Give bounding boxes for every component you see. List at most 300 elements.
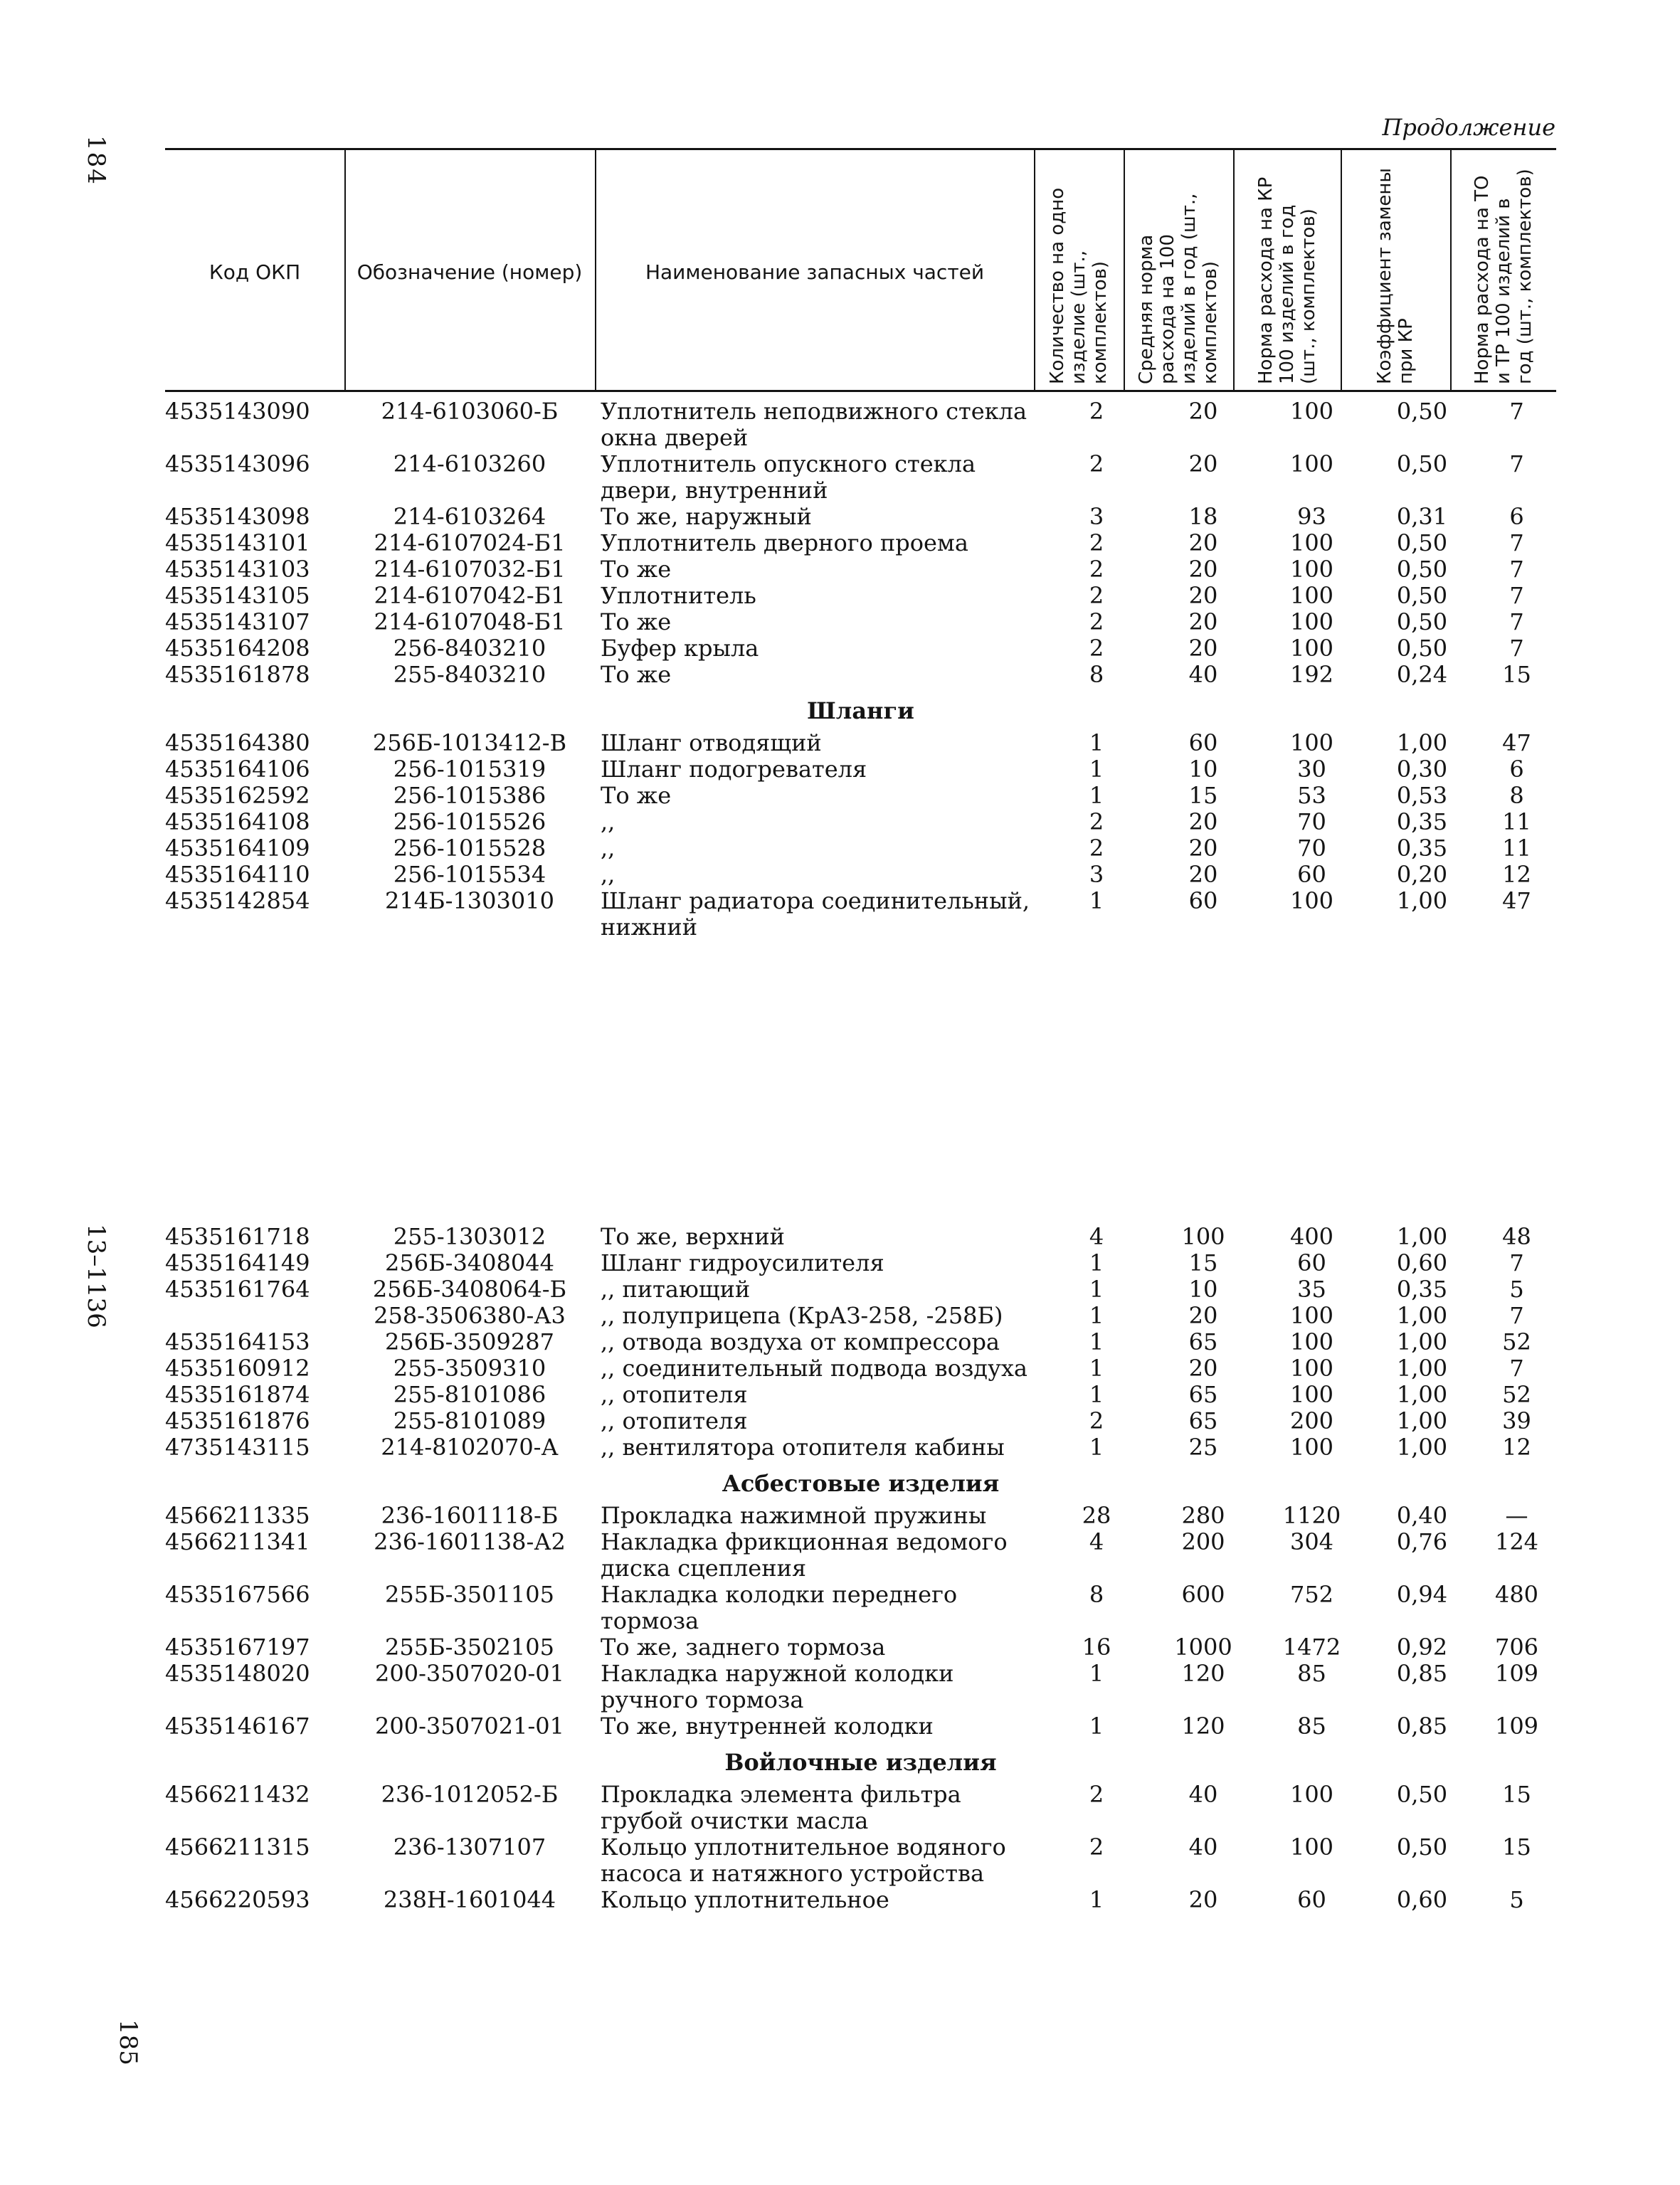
table-row <box>165 835 1556 862</box>
cell-to-norm: 6 <box>1509 756 1524 783</box>
cell-number: 238Н-1601044 <box>383 1886 556 1913</box>
cell-to-norm: 12 <box>1502 861 1531 888</box>
cell-coef: 0,35 <box>1396 1276 1448 1303</box>
cell-coef: 0,35 <box>1396 808 1448 835</box>
cell-code: 4535143098 <box>165 503 310 530</box>
cell-number: 255-3509310 <box>393 1355 546 1382</box>
cell-code: 4535164110 <box>165 861 310 888</box>
cell-kr-norm: 192 <box>1289 661 1334 688</box>
table-row <box>165 1529 1556 1582</box>
cell-code: 4535161764 <box>165 1276 310 1303</box>
cell-avg-norm: 20 <box>1188 556 1218 583</box>
cell-code: 4566211432 <box>165 1781 310 1808</box>
cell-code: 4535143090 <box>165 398 310 425</box>
cell-avg-norm: 20 <box>1188 608 1218 635</box>
cell-number: 214-6107024-Б1 <box>374 529 566 556</box>
table-row <box>165 1408 1556 1434</box>
cell-name: Кольцо уплотнительное водяного насоса и натяжного устройства <box>601 1834 1006 1887</box>
cell-name: ,, <box>601 808 616 835</box>
table-row <box>165 730 1556 756</box>
cell-avg-norm: 65 <box>1188 1381 1218 1408</box>
cell-quantity: 1 <box>1089 1713 1104 1740</box>
cell-code: 4535143107 <box>165 608 310 635</box>
cell-name: ,, питающий <box>601 1276 751 1303</box>
cell-number: 236-1012052-Б <box>381 1781 559 1808</box>
cell-quantity: 8 <box>1089 661 1104 688</box>
cell-kr-norm: 100 <box>1289 729 1334 756</box>
table-row <box>165 609 1556 635</box>
cell-avg-norm: 18 <box>1188 503 1218 530</box>
table-row <box>165 398 1556 451</box>
header-coef: Коэффициент замены при КР <box>1374 168 1417 384</box>
table-row <box>165 1276 1556 1303</box>
cell-coef: 1,00 <box>1396 1223 1448 1250</box>
table-row <box>165 888 1556 941</box>
cell-number: 214Б-1303010 <box>385 887 554 914</box>
table-row <box>165 1713 1556 1740</box>
header-avg-norm-cell <box>1125 158 1233 387</box>
cell-avg-norm: 20 <box>1188 808 1218 835</box>
cell-avg-norm: 20 <box>1188 529 1218 556</box>
table-row <box>165 1224 1556 1250</box>
cell-number: 256-8403210 <box>393 635 546 662</box>
cell-to-norm: 7 <box>1509 1302 1524 1329</box>
cell-quantity: 2 <box>1089 1781 1104 1808</box>
cell-code: 4535164106 <box>165 756 310 783</box>
cell-name: Шланг подогревателя <box>601 756 867 783</box>
cell-kr-norm: 752 <box>1289 1581 1334 1608</box>
cell-kr-norm: 100 <box>1289 1302 1334 1329</box>
cell-avg-norm: 20 <box>1188 835 1218 862</box>
cell-avg-norm: 20 <box>1188 582 1218 609</box>
cell-code: 4535143096 <box>165 450 310 477</box>
cell-quantity: 2 <box>1089 450 1104 477</box>
cell-quantity: 1 <box>1089 1249 1104 1276</box>
cell-name: Уплотнитель <box>601 582 756 609</box>
cell-avg-norm: 10 <box>1188 1276 1218 1303</box>
cell-name: То же, наружный <box>601 503 812 530</box>
cell-kr-norm: 100 <box>1289 1781 1334 1808</box>
header-coef-cell <box>1342 158 1450 387</box>
cell-to-norm: 6 <box>1509 503 1524 530</box>
cell-number: 255-8101089 <box>393 1407 546 1434</box>
cell-coef: 1,00 <box>1396 1381 1448 1408</box>
cell-kr-norm: 400 <box>1289 1223 1334 1250</box>
cell-kr-norm: 93 <box>1297 503 1326 530</box>
cell-to-norm: 8 <box>1509 782 1524 809</box>
cell-kr-norm: 100 <box>1289 1328 1334 1355</box>
cell-quantity: 2 <box>1089 635 1104 662</box>
cell-quantity: 1 <box>1089 1434 1104 1461</box>
cell-avg-norm: 40 <box>1188 661 1218 688</box>
cell-name: Уплотнитель опускного стекла двери, внутренний <box>601 450 976 504</box>
cell-to-norm: 124 <box>1494 1528 1539 1555</box>
table-row <box>165 1329 1556 1355</box>
cell-to-norm: 5 <box>1509 1886 1524 1913</box>
cell-name: Уплотнитель неподвижного стекла окна дверей <box>601 398 1027 451</box>
cell-coef: 1,00 <box>1396 887 1448 914</box>
cell-quantity: 1 <box>1089 1302 1104 1329</box>
cell-code <box>165 1303 344 1329</box>
cell-coef: 0,60 <box>1396 1886 1448 1913</box>
cell-quantity: 1 <box>1089 1355 1104 1382</box>
cell-kr-norm: 304 <box>1289 1528 1334 1555</box>
cell-kr-norm: 60 <box>1297 1249 1326 1276</box>
cell-avg-norm: 20 <box>1188 861 1218 888</box>
cell-avg-norm: 600 <box>1181 1581 1225 1608</box>
cell-to-norm: — <box>1505 1502 1528 1529</box>
cell-number: 258-3506380-А3 <box>374 1302 566 1329</box>
cell-name: Шланг гидроусилителя <box>601 1249 884 1276</box>
header-top-rule <box>165 148 1556 150</box>
section-heading: Асбестовые изделия <box>722 1470 1000 1497</box>
cell-name: Шланг отводящий <box>601 729 822 756</box>
header-divider <box>595 150 596 390</box>
cell-quantity: 1 <box>1089 887 1104 914</box>
cell-avg-norm: 60 <box>1188 729 1218 756</box>
cell-name: То же, заднего тормоза <box>601 1634 886 1661</box>
continuation-label: Продолжение <box>1382 114 1555 141</box>
cell-kr-norm: 60 <box>1297 1886 1326 1913</box>
cell-coef: 1,00 <box>1396 1355 1448 1382</box>
table-row <box>165 635 1556 662</box>
cell-quantity: 3 <box>1089 861 1104 888</box>
section-heading: Шланги <box>807 697 914 724</box>
cell-kr-norm: 70 <box>1297 835 1326 862</box>
cell-code: 4535146167 <box>165 1713 310 1740</box>
cell-coef: 1,00 <box>1396 1407 1448 1434</box>
cell-kr-norm: 100 <box>1289 529 1334 556</box>
cell-name: Прокладка элемента фильтра грубой очистки масла <box>601 1781 961 1834</box>
cell-quantity: 1 <box>1089 756 1104 783</box>
cell-name: ,, <box>601 861 616 888</box>
cell-number: 255Б-3501105 <box>385 1581 554 1608</box>
cell-code: 4535161718 <box>165 1223 310 1250</box>
cell-avg-norm: 20 <box>1188 398 1218 425</box>
cell-name: ,, полуприцепа (КрАЗ-258, -258Б) <box>601 1302 1003 1329</box>
cell-code: 4535164208 <box>165 635 310 662</box>
cell-to-norm: 15 <box>1502 1781 1531 1808</box>
cell-code: 4535143101 <box>165 529 310 556</box>
table-row <box>165 1834 1556 1887</box>
cell-coef: 0,50 <box>1396 608 1448 635</box>
cell-to-norm: 48 <box>1502 1223 1531 1250</box>
cell-avg-norm: 120 <box>1181 1713 1225 1740</box>
table-row <box>165 662 1556 688</box>
cell-avg-norm: 15 <box>1188 782 1218 809</box>
cell-code: 4535143105 <box>165 582 310 609</box>
cell-number: 256Б-3408064-Б <box>372 1276 567 1303</box>
cell-avg-norm: 60 <box>1188 887 1218 914</box>
cell-kr-norm: 100 <box>1289 1381 1334 1408</box>
cell-number: 256Б-3408044 <box>385 1249 554 1276</box>
cell-avg-norm: 20 <box>1188 1886 1218 1913</box>
cell-code: 4566211341 <box>165 1528 310 1555</box>
page-number-top: 184 <box>82 135 110 186</box>
cell-name: То же, внутренней колодки <box>601 1713 934 1740</box>
cell-coef: 1,00 <box>1396 1434 1448 1461</box>
side-code: 13–1136 <box>82 1224 110 1328</box>
cell-coef: 0,50 <box>1396 529 1448 556</box>
cell-avg-norm: 120 <box>1181 1660 1225 1687</box>
table-row <box>165 1782 1556 1834</box>
cell-coef: 1,00 <box>1396 1302 1448 1329</box>
cell-code: 4535167566 <box>165 1581 310 1608</box>
table-row <box>165 1582 1556 1634</box>
cell-quantity: 2 <box>1089 398 1104 425</box>
cell-to-norm: 480 <box>1494 1581 1539 1608</box>
cell-coef: 0,92 <box>1396 1634 1448 1661</box>
cell-coef: 0,53 <box>1396 782 1448 809</box>
cell-coef: 0,40 <box>1396 1502 1448 1529</box>
cell-code: 4566211335 <box>165 1502 310 1529</box>
cell-kr-norm: 100 <box>1289 556 1334 583</box>
cell-kr-norm: 100 <box>1289 1434 1334 1461</box>
cell-to-norm: 7 <box>1509 608 1524 635</box>
cell-to-norm: 52 <box>1502 1328 1531 1355</box>
header-code: Код ОКП <box>208 260 301 285</box>
table-row <box>165 1661 1556 1713</box>
cell-name: ,, вентилятора отопителя кабины <box>601 1434 1005 1461</box>
parts-table-bottom <box>165 1224 1556 1913</box>
cell-avg-norm: 20 <box>1188 1355 1218 1382</box>
cell-kr-norm: 85 <box>1297 1660 1326 1687</box>
header-number: Обозначение (номер) <box>356 260 583 285</box>
cell-number: 255-1303012 <box>393 1223 546 1250</box>
cell-number: 256-1015528 <box>393 835 546 862</box>
cell-code: 4535164108 <box>165 808 310 835</box>
cell-number: 236-1601138-А2 <box>374 1528 566 1555</box>
cell-coef: 0,30 <box>1396 756 1448 783</box>
table-row <box>165 504 1556 530</box>
cell-to-norm: 5 <box>1509 1276 1524 1303</box>
cell-quantity: 16 <box>1082 1634 1111 1661</box>
cell-name: ,, отвода воздуха от компрессора <box>601 1328 1000 1355</box>
header-quantity-cell <box>1035 158 1124 387</box>
cell-name: ,, отопителя <box>601 1381 748 1408</box>
cell-kr-norm: 100 <box>1289 450 1334 477</box>
cell-avg-norm: 1000 <box>1174 1634 1232 1661</box>
cell-number: 256-1015319 <box>393 756 546 783</box>
cell-to-norm: 7 <box>1509 1249 1524 1276</box>
cell-coef: 0,50 <box>1396 1834 1448 1861</box>
cell-number: 255-8101086 <box>393 1381 546 1408</box>
cell-quantity: 4 <box>1089 1223 1104 1250</box>
cell-quantity: 1 <box>1089 1886 1104 1913</box>
cell-coef: 1,00 <box>1396 729 1448 756</box>
table-row <box>165 1503 1556 1529</box>
cell-kr-norm: 1472 <box>1282 1634 1341 1661</box>
header-kr-norm-cell <box>1235 158 1341 387</box>
table-row <box>165 809 1556 835</box>
cell-code: 4535161874 <box>165 1381 310 1408</box>
cell-name: То же <box>601 608 672 635</box>
header-kr-norm: Норма расхода на КР 100 изделий в год (шт., комплектов) <box>1254 176 1319 384</box>
cell-quantity: 2 <box>1089 608 1104 635</box>
cell-number: 214-6103264 <box>393 503 546 530</box>
header-avg-norm: Средняя норма расхода на 100 изделий в год (шт., комплектов) <box>1136 193 1221 384</box>
cell-avg-norm: 20 <box>1188 450 1218 477</box>
cell-number: 255-8403210 <box>393 661 546 688</box>
table-row <box>165 1382 1556 1408</box>
cell-avg-norm: 10 <box>1188 756 1218 783</box>
header-to-norm: Норма расхода на ТО и ТР 100 изделий в год (шт., комплектов) <box>1471 169 1536 384</box>
cell-number: 256-1015526 <box>393 808 546 835</box>
cell-to-norm: 7 <box>1509 398 1524 425</box>
cell-quantity: 2 <box>1089 835 1104 862</box>
header-bottom-rule <box>165 390 1556 392</box>
cell-to-norm: 7 <box>1509 450 1524 477</box>
cell-code: 4535167197 <box>165 1634 310 1661</box>
cell-name: Накладка наружной колодки ручного тормоза <box>601 1660 954 1713</box>
cell-avg-norm: 25 <box>1188 1434 1218 1461</box>
cell-code: 4535164149 <box>165 1249 310 1276</box>
cell-to-norm: 7 <box>1509 556 1524 583</box>
cell-kr-norm: 200 <box>1289 1407 1334 1434</box>
cell-quantity: 1 <box>1089 1276 1104 1303</box>
cell-coef: 0,60 <box>1396 1249 1448 1276</box>
cell-number: 200-3507020-01 <box>375 1660 564 1687</box>
cell-to-norm: 7 <box>1509 529 1524 556</box>
table-row <box>165 1303 1556 1329</box>
cell-to-norm: 12 <box>1502 1434 1531 1461</box>
cell-quantity: 2 <box>1089 1407 1104 1434</box>
cell-number: 214-6107048-Б1 <box>374 608 566 635</box>
cell-kr-norm: 35 <box>1297 1276 1326 1303</box>
cell-quantity: 2 <box>1089 808 1104 835</box>
cell-avg-norm: 20 <box>1188 635 1218 662</box>
cell-code: 4566220593 <box>165 1886 310 1913</box>
cell-coef: 0,31 <box>1396 503 1448 530</box>
cell-name: Накладка колодки переднего тормоза <box>601 1581 958 1634</box>
cell-number: 214-6107032-Б1 <box>374 556 566 583</box>
cell-avg-norm: 100 <box>1181 1223 1225 1250</box>
cell-to-norm: 52 <box>1502 1381 1531 1408</box>
cell-code: 4535142854 <box>165 887 310 914</box>
cell-name: ,, отопителя <box>601 1407 748 1434</box>
cell-name: ,, <box>601 835 616 862</box>
cell-avg-norm: 280 <box>1181 1502 1225 1529</box>
table-row <box>165 1250 1556 1276</box>
cell-name: То же <box>601 661 672 688</box>
cell-number: 256Б-1013412-В <box>372 729 567 756</box>
cell-code: 4535143103 <box>165 556 310 583</box>
cell-to-norm: 7 <box>1509 635 1524 662</box>
header-quantity: Количество на одно изделие (шт., комплектов) <box>1047 187 1111 384</box>
cell-coef: 0,50 <box>1396 1781 1448 1808</box>
cell-number: 256-1015386 <box>393 782 546 809</box>
cell-avg-norm: 65 <box>1188 1407 1218 1434</box>
cell-quantity: 2 <box>1089 1834 1104 1861</box>
cell-name: Прокладка нажимной пружины <box>601 1502 987 1529</box>
cell-quantity: 1 <box>1089 1328 1104 1355</box>
cell-code: 4535164153 <box>165 1328 310 1355</box>
cell-coef: 0,76 <box>1396 1528 1448 1555</box>
cell-to-norm: 15 <box>1502 661 1531 688</box>
table-row <box>165 862 1556 888</box>
cell-number: 255Б-3502105 <box>385 1634 554 1661</box>
cell-number: 236-1307107 <box>393 1834 546 1861</box>
cell-kr-norm: 85 <box>1297 1713 1326 1740</box>
cell-number: 256-1015534 <box>393 861 546 888</box>
cell-name: Буфер крыла <box>601 635 759 662</box>
cell-code: 4535161878 <box>165 661 310 688</box>
cell-avg-norm: 15 <box>1188 1249 1218 1276</box>
cell-name: Уплотнитель дверного проема <box>601 529 968 556</box>
cell-avg-norm: 65 <box>1188 1328 1218 1355</box>
cell-kr-norm: 53 <box>1297 782 1326 809</box>
cell-quantity: 8 <box>1089 1581 1104 1608</box>
cell-kr-norm: 60 <box>1297 861 1326 888</box>
cell-to-norm: 706 <box>1494 1634 1539 1661</box>
cell-number: 214-8102070-А <box>381 1434 559 1461</box>
cell-coef: 0,20 <box>1396 861 1448 888</box>
cell-kr-norm: 100 <box>1289 887 1334 914</box>
cell-number: 214-6107042-Б1 <box>374 582 566 609</box>
table-row <box>165 1355 1556 1382</box>
table-row <box>165 583 1556 609</box>
cell-name: То же, верхний <box>601 1223 785 1250</box>
cell-number: 200-3507021-01 <box>375 1713 564 1740</box>
cell-coef: 0,94 <box>1396 1581 1448 1608</box>
table-row <box>165 451 1556 504</box>
cell-kr-norm: 100 <box>1289 1355 1334 1382</box>
cell-number: 214-6103060-Б <box>381 398 559 425</box>
table-row <box>165 1434 1556 1461</box>
table-row <box>165 756 1556 783</box>
table-row <box>165 1887 1556 1913</box>
cell-to-norm: 15 <box>1502 1834 1531 1861</box>
page-number-bottom: 185 <box>114 2019 142 2065</box>
cell-quantity: 2 <box>1089 529 1104 556</box>
cell-number: 214-6103260 <box>393 450 546 477</box>
cell-to-norm: 7 <box>1509 582 1524 609</box>
cell-number: 256Б-3509287 <box>385 1328 554 1355</box>
cell-code: 4566211315 <box>165 1834 310 1861</box>
cell-to-norm: 39 <box>1502 1407 1531 1434</box>
cell-to-norm: 109 <box>1494 1713 1539 1740</box>
cell-avg-norm: 40 <box>1188 1834 1218 1861</box>
cell-code: 4735143115 <box>165 1434 310 1461</box>
cell-quantity: 3 <box>1089 503 1104 530</box>
cell-quantity: 2 <box>1089 556 1104 583</box>
cell-coef: 0,85 <box>1396 1713 1448 1740</box>
cell-to-norm: 7 <box>1509 1355 1524 1382</box>
cell-to-norm: 11 <box>1502 808 1531 835</box>
table-row <box>165 556 1556 583</box>
table-row <box>165 783 1556 809</box>
cell-to-norm: 11 <box>1502 835 1531 862</box>
table-row <box>165 1634 1556 1661</box>
cell-name: То же <box>601 782 672 809</box>
cell-quantity: 2 <box>1089 582 1104 609</box>
cell-kr-norm: 100 <box>1289 635 1334 662</box>
cell-avg-norm: 200 <box>1181 1528 1225 1555</box>
cell-to-norm: 47 <box>1502 729 1531 756</box>
cell-avg-norm: 40 <box>1188 1781 1218 1808</box>
cell-code: 4535164109 <box>165 835 310 862</box>
cell-kr-norm: 70 <box>1297 808 1326 835</box>
cell-quantity: 1 <box>1089 1660 1104 1687</box>
cell-kr-norm: 30 <box>1297 756 1326 783</box>
cell-quantity: 1 <box>1089 782 1104 809</box>
cell-name: Шланг радиатора соединительный, нижний <box>601 887 1030 941</box>
cell-code: 4535162592 <box>165 782 310 809</box>
cell-name: Кольцо уплотнительное <box>601 1886 889 1913</box>
cell-coef: 0,50 <box>1396 635 1448 662</box>
cell-kr-norm: 100 <box>1289 582 1334 609</box>
cell-coef: 0,35 <box>1396 835 1448 862</box>
